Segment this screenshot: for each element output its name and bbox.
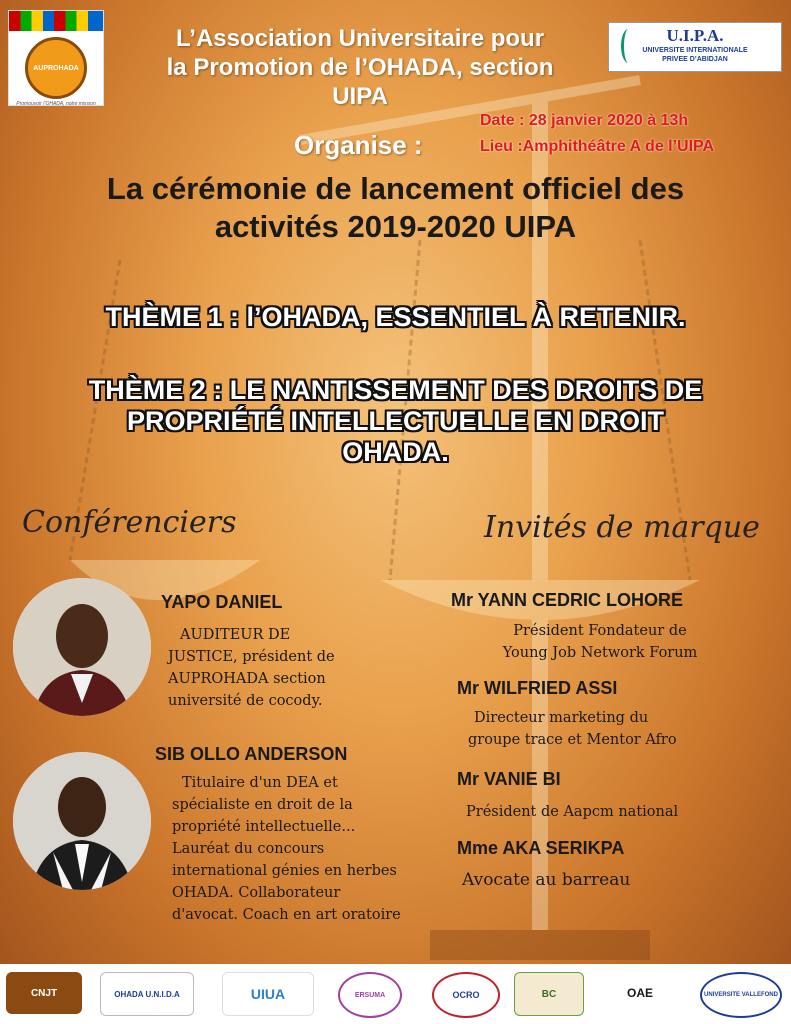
- guest-desc-line: Président Fondateur de: [513, 623, 687, 639]
- sponsor-logo-bc: BC: [514, 972, 584, 1016]
- speaker-desc-line: université de cocody.: [168, 693, 323, 709]
- sponsor-logo-ocro: OCRO: [432, 972, 500, 1018]
- uipa-logo-line1: UNIVERSITE INTERNATIONALE: [642, 47, 748, 54]
- guest-name: Mme AKA SERIKPA: [457, 838, 625, 858]
- speaker-description: [172, 772, 432, 926]
- association-line: L’Association Universitaire pour: [175, 25, 545, 52]
- guest-description: [460, 620, 740, 664]
- speaker-desc-line: d'avocat. Coach en art oratoire: [172, 907, 401, 923]
- auprohada-caption: Promouvoir l’OHADA, notre mission: [16, 101, 96, 107]
- auprohada-logo: [8, 10, 104, 106]
- speaker-desc-line: AUPROHADA section: [168, 671, 326, 687]
- speaker-desc-line: propriété intellectuelle...: [172, 819, 356, 835]
- sponsor-logo-cnjt: CNJT: [6, 972, 82, 1014]
- guest-name: Mr YANN CEDRIC LOHORE: [451, 590, 684, 610]
- uipa-swoosh-icon: [621, 29, 636, 63]
- sponsor-logo-vallefond: UNIVERSITE VALLEFOND: [700, 972, 782, 1018]
- association-line: UIPA: [332, 83, 388, 110]
- theme-2-line: PROPRIÉTÉ INTELLECTUELLE EN DROIT: [126, 406, 665, 436]
- sponsor-logo-unida: OHADA U.N.I.D.A: [100, 972, 194, 1016]
- speaker-name: YAPO DANIEL: [161, 592, 283, 612]
- event-title-line: activités 2019-2020 UIPA: [214, 209, 577, 244]
- guest-desc-line: Avocate au barreau: [462, 870, 631, 890]
- sponsor-logo-ersuma: ERSUMA: [338, 972, 402, 1018]
- event-date: Date : 28 janvier 2020 à 13h: [480, 112, 689, 129]
- sponsor-logos-footer: [0, 964, 791, 1024]
- sponsor-logo-iua: UIUA: [222, 972, 314, 1016]
- uipa-logo-title: U.I.P.A.: [666, 26, 724, 45]
- theme-2-line: THÈME 2 : LE NANTISSEMENT DES DROITS DE: [88, 375, 703, 405]
- guest-name: Mr WILFRIED ASSI: [457, 678, 618, 698]
- guests-heading: Invités de marque: [484, 510, 760, 545]
- event-title: [10, 170, 781, 246]
- theme-2: [10, 375, 781, 468]
- africa-map-logo-icon: [25, 37, 87, 99]
- sponsor-logo-oae: OAE: [626, 986, 653, 1000]
- speaker-name: SIB OLLO ANDERSON: [155, 744, 348, 764]
- uipa-logo: [608, 22, 782, 72]
- speaker-desc-line: spécialiste en droit de la: [172, 797, 353, 813]
- guest-name: Mr VANIE BI: [457, 769, 561, 789]
- guest-desc-line: Président de Aapcm national: [466, 804, 679, 820]
- uipa-logo-line2: PRIVEE D’ABIDJAN: [662, 56, 728, 63]
- guest-description: [468, 707, 738, 751]
- speaker-desc-line: JUSTICE, président de: [168, 649, 335, 665]
- speaker-photo-sib-ollo-anderson: [13, 752, 151, 890]
- organise-label: Organise :: [294, 130, 423, 160]
- guest-description: [466, 801, 746, 823]
- speaker-desc-line: OHADA. Collaborateur: [172, 885, 341, 901]
- event-details: [480, 108, 714, 160]
- speakers-heading: Conférenciers: [22, 505, 237, 540]
- speaker-description: [168, 624, 398, 712]
- speaker-desc-line: Titulaire d'un DEA et: [182, 775, 338, 791]
- guest-desc-line: Young Job Network Forum: [502, 645, 698, 661]
- association-line: la Promotion de l’OHADA, section: [166, 54, 554, 81]
- event-location: Lieu :Amphithéâtre A de l’UIPA: [480, 138, 715, 155]
- speaker-desc-line: Lauréat du concours: [172, 841, 325, 857]
- flags-strip: [9, 11, 103, 31]
- speaker-desc-line: international génies en herbes: [172, 863, 397, 879]
- speaker-desc-line: AUDITEUR DE: [180, 627, 291, 643]
- theme-1: THÈME 1 : l’OHADA, ESSENTIEL À RETENIR.: [105, 302, 686, 332]
- speaker-photo-yapo-daniel: [13, 578, 151, 716]
- event-title-line: La cérémonie de lancement officiel des: [106, 171, 685, 206]
- theme-2-line: OHADA.: [342, 437, 449, 467]
- association-heading: [115, 24, 605, 111]
- auprohada-logo-text: AUPROHADA: [33, 64, 79, 72]
- guest-description: [462, 869, 630, 891]
- guest-desc-line: Directeur marketing du: [474, 710, 649, 726]
- guest-desc-line: groupe trace et Mentor Afro: [468, 732, 677, 748]
